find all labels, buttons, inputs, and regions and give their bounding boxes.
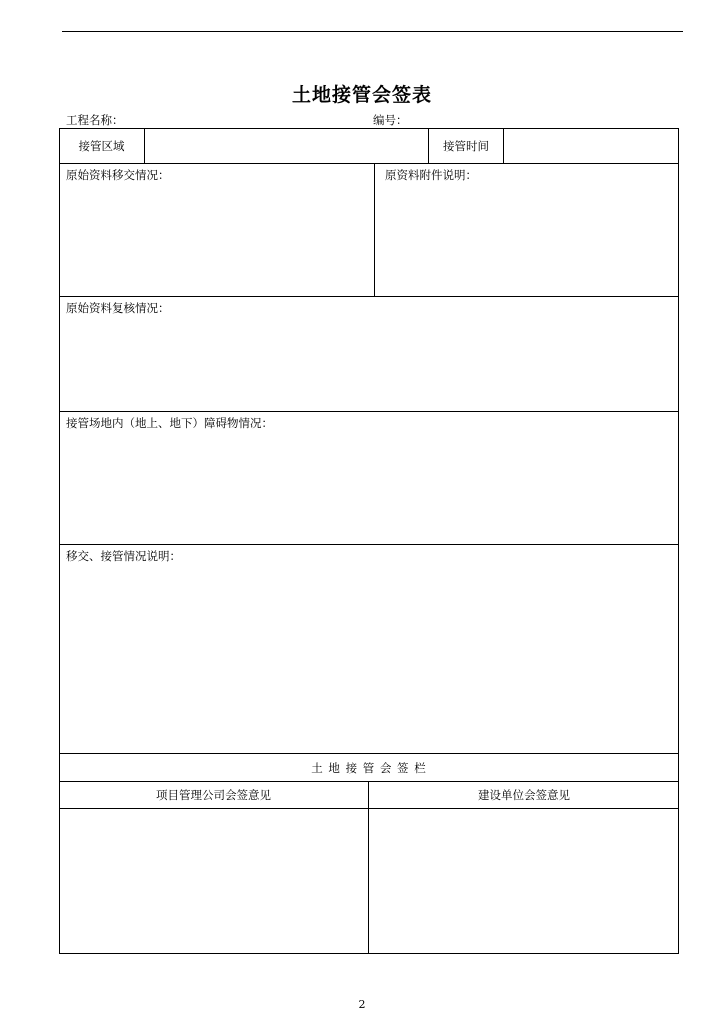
project-name-label: 工程名称：	[66, 113, 124, 127]
handover-notes-label: 移交、接管情况说明：	[66, 549, 181, 563]
obstacles-label: 接管场地内（地上、地下）障碍物情况：	[66, 416, 273, 430]
page-number: 2	[358, 998, 366, 1011]
handover-time-label: 接管时间	[428, 128, 504, 163]
owner-opinion-field[interactable]	[369, 808, 679, 954]
number-label: 编号：	[373, 113, 408, 127]
original-review-label: 原始资料复核情况：	[66, 301, 170, 315]
signature-section-header: 土 地 接 管 会 签 栏	[59, 753, 679, 781]
handover-notes-cell[interactable]	[59, 544, 679, 753]
pm-company-opinion-field[interactable]	[59, 808, 369, 954]
handover-area-field[interactable]	[145, 128, 428, 163]
handover-time-field[interactable]	[504, 128, 679, 163]
original-transfer-label: 原始资料移交情况：	[66, 168, 170, 182]
owner-opinion-header: 建设单位会签意见	[369, 781, 679, 808]
original-attachment-label: 原资料附件说明：	[385, 168, 477, 182]
header-rule	[62, 31, 683, 32]
form-title: 土地接管会签表	[291, 84, 432, 106]
pm-company-opinion-header: 项目管理公司会签意见	[59, 781, 369, 808]
handover-area-label: 接管区域	[59, 128, 145, 163]
